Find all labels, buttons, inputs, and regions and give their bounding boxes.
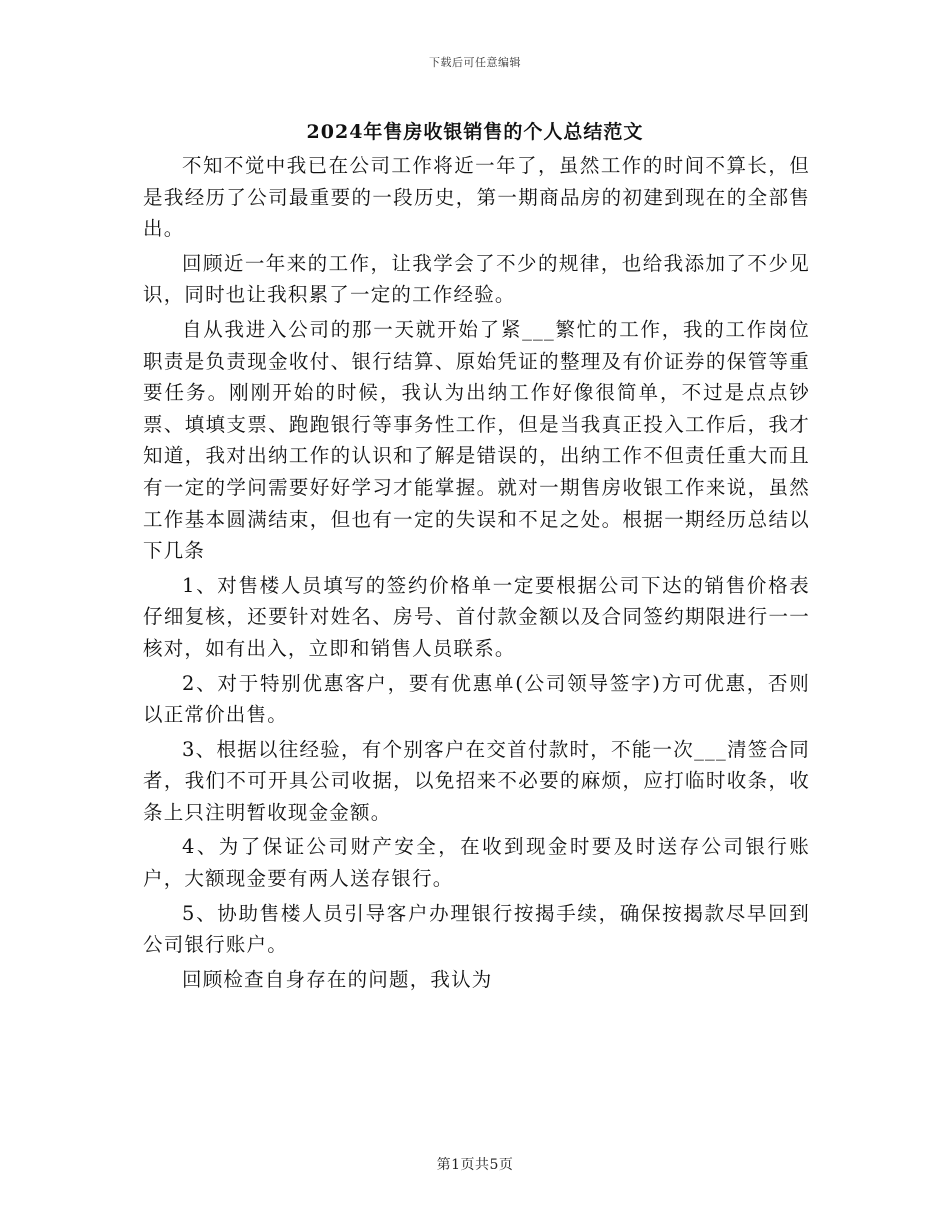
paragraph: 不知不觉中我已在公司工作将近一年了，虽然工作的时间不算长，但是我经历了公司最重要的一段历史，第一期商品房的初建到现在的全部售出。: [143, 154, 810, 241]
page-footer: 第1页共5页: [436, 1157, 514, 1173]
list-item-paragraph: 4、为了保证公司财产安全，在收到现金时要及时送存公司银行账户，大额现金要有两人送存银行。: [143, 835, 810, 891]
document-body: [143, 150, 810, 998]
list-item-paragraph: 2、对于特别优惠客户，要有优惠单(公司领导签字)方可优惠，否则以正常价出售。: [143, 671, 810, 727]
paragraph: 回顾近一年来的工作，让我学会了不少的规律，也给我添加了不少见识，同时也让我积累了一定的工作经验。: [143, 251, 810, 307]
list-item-paragraph: 5、协助售楼人员引导客户办理银行按揭手续，确保按揭款尽早回到公司银行账户。: [143, 901, 810, 957]
list-item-paragraph: 1、对售楼人员填写的签约价格单一定要根据公司下达的销售价格表仔细复核，还要针对姓名、房号、首付款金额以及合同签约期限进行一一核对，如有出入，立即和销售人员联系。: [143, 573, 810, 660]
paragraph: 自从我进入公司的那一天就开始了紧___繁忙的工作，我的工作岗位职责是负责现金收付、银行结算、原始凭证的整理及有价证券的保管等重要任务。刚刚开始的时候，我认为出纳工作好像很简单，不过是点点钞票、填填支票、跑跑银行等事务性工作，但是当我真正投入工作后，我才知道，我对出纳工作的认识和了解是错误的，出纳工作不但责任重大而且有一定的学问需要好好学习才能掌握。就对一期售房收银工作来说，虽然工作基本圆满结束，但也有一定的失误和不足之处。根据一期经历总结以下几条: [143, 317, 810, 563]
list-item-paragraph: 3、根据以往经验，有个别客户在交首付款时，不能一次___清签合同者，我们不可开具公司收据，以免招来不必要的麻烦，应打临时收条，收条上只注明暂收现金金额。: [143, 737, 810, 824]
document-title: 2024年售房收银销售的个人总结范文: [306, 121, 644, 143]
page-header: 下载后可任意编辑: [429, 56, 521, 69]
paragraph: 回顾检查自身存在的问题，我认为: [182, 967, 493, 991]
